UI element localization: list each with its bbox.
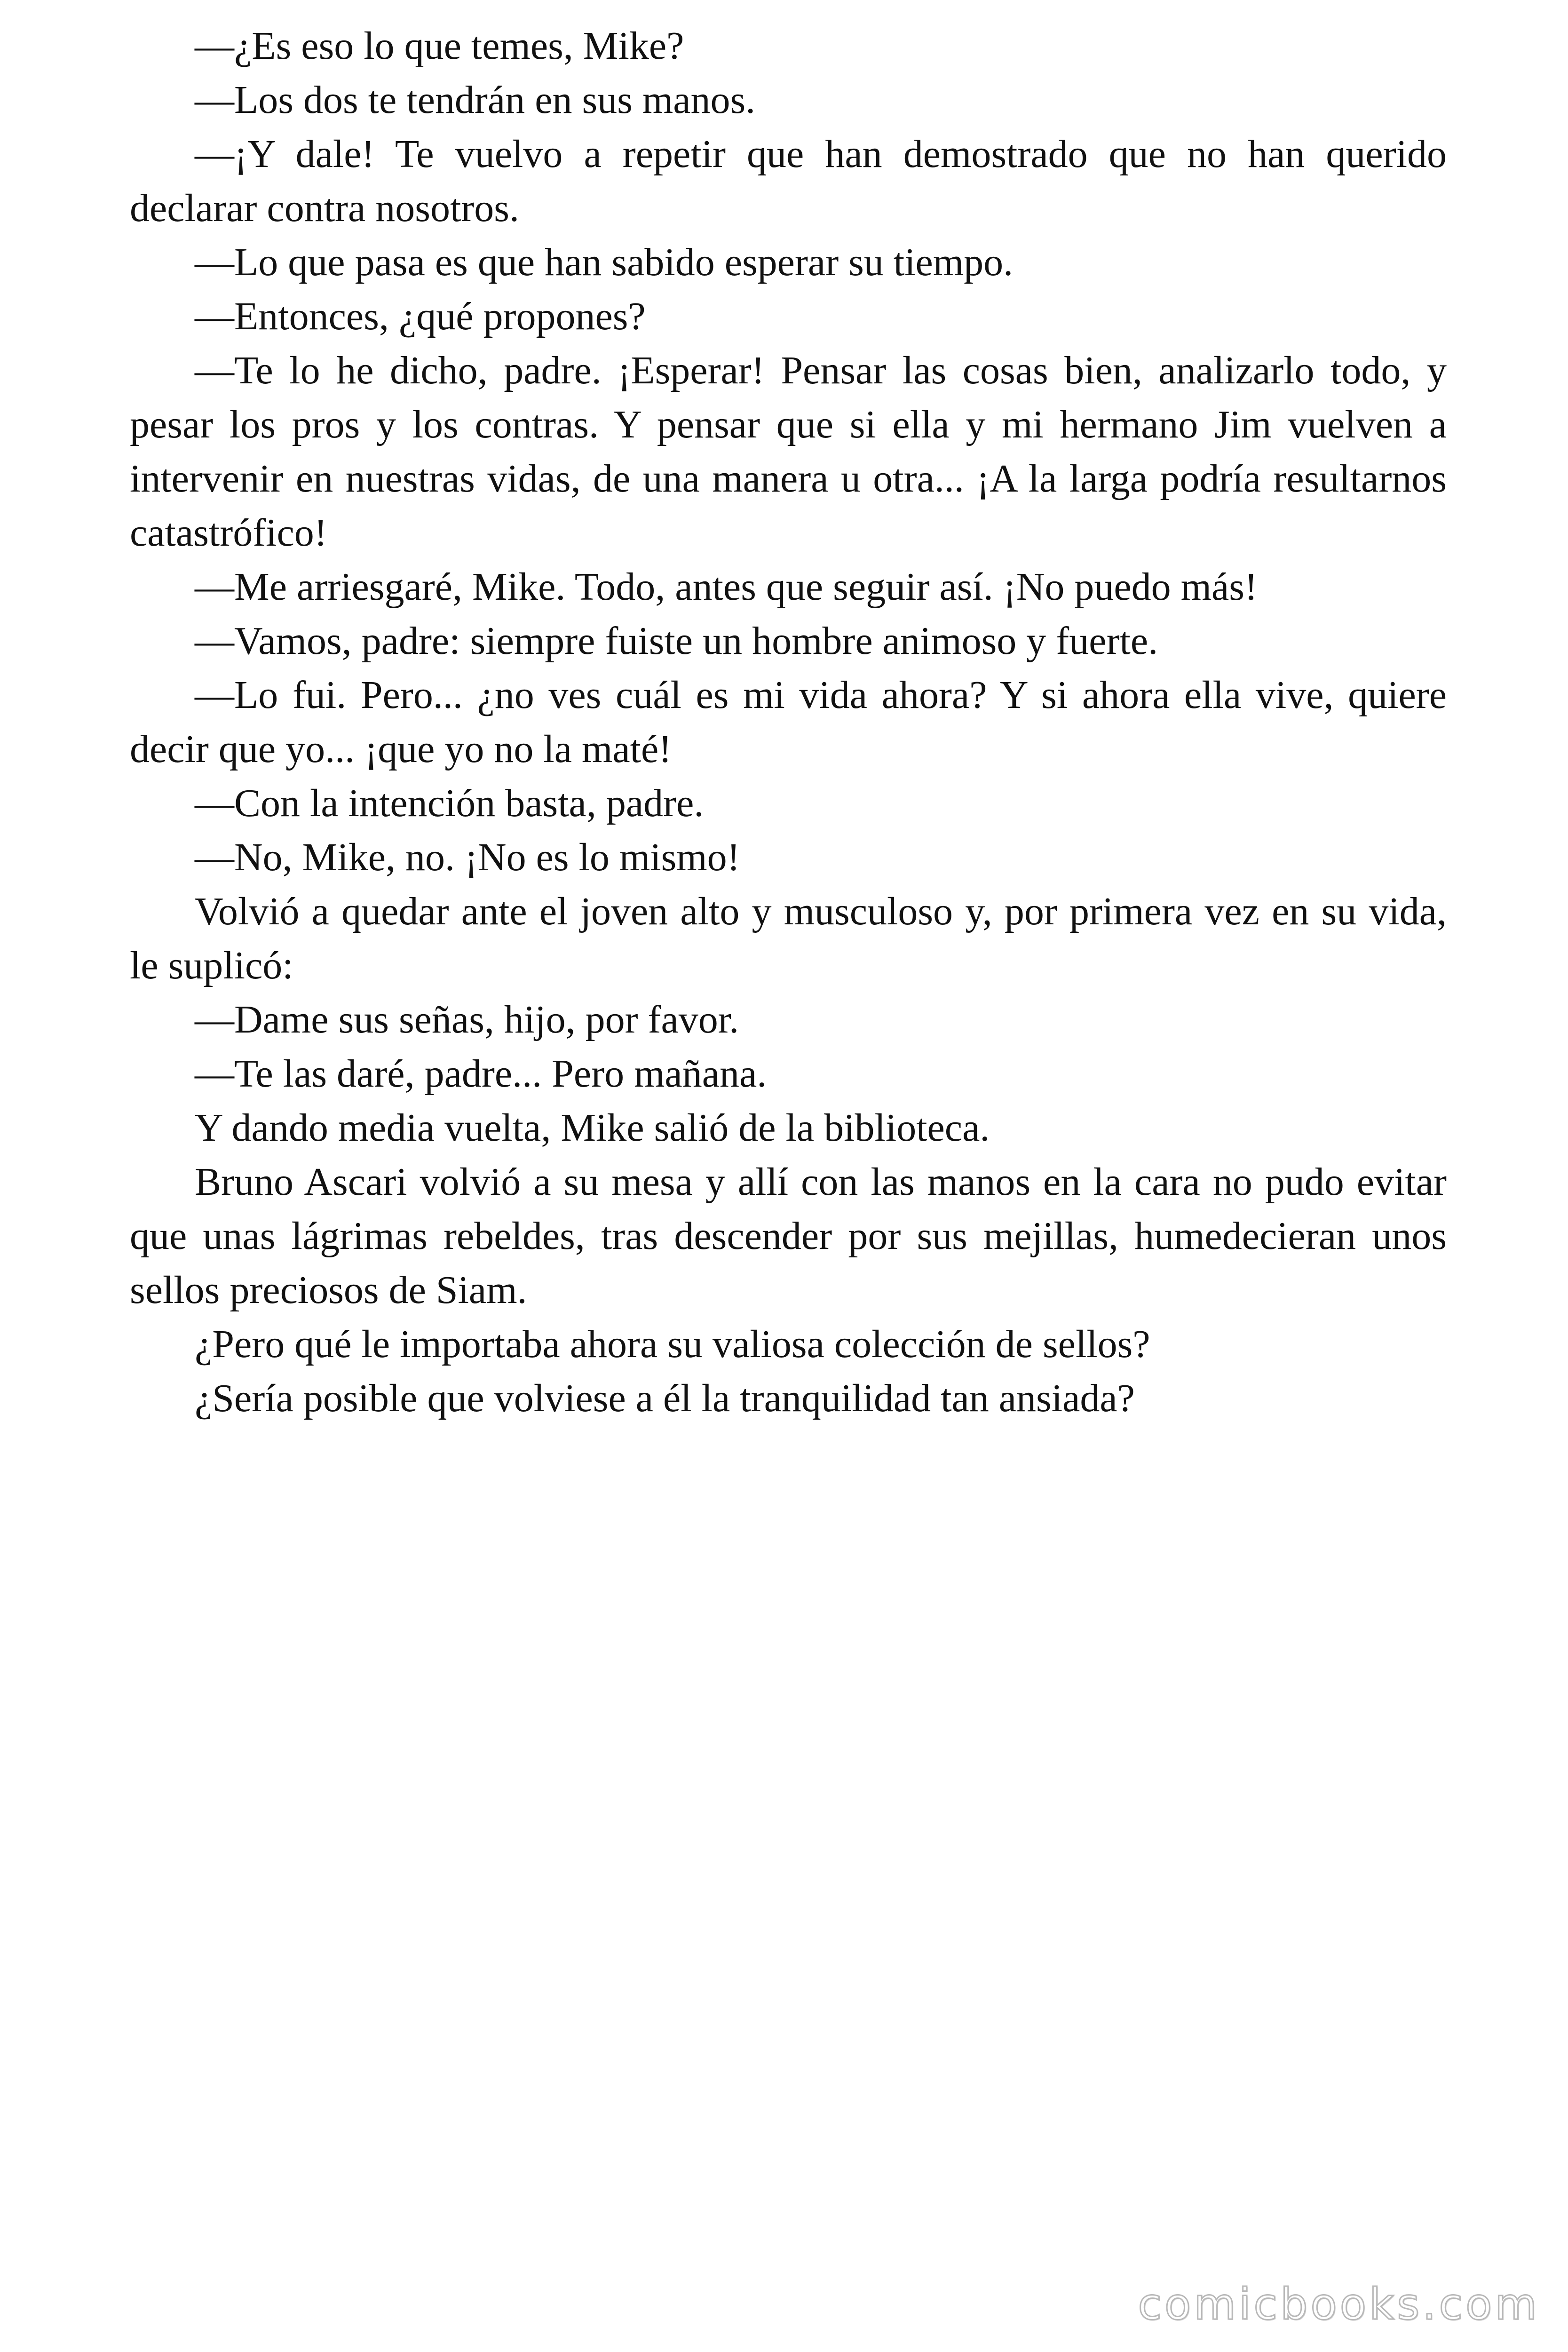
body-text [130,19,1447,1425]
paragraph-7: —Me arriesgaré, Mike. Todo, antes que seguir así. ¡No puedo más! [195,565,1258,609]
paragraph-13: —Dame sus señas, hijo, por favor. [195,998,739,1041]
watermark: comicbooks.com [1138,2279,1540,2329]
paragraph-17: ¿Pero qué le importaba ahora su valiosa colección de sellos? [195,1322,1150,1366]
paragraph-10: —Con la intención basta, padre. [195,781,704,825]
paragraph-4: —Lo que pasa es que han sabido esperar su tiempo. [195,240,1014,284]
paragraph-12: Volvió a quedar ante el joven alto y musculoso y, por primera vez en su vida, le suplicó: [130,890,1447,987]
paragraph-1: —¿Es eso lo que temes, Mike? [195,24,684,68]
paragraph-11: —No, Mike, no. ¡No es lo mismo! [195,835,740,879]
paragraph-8: —Vamos, padre: siempre fuiste un hombre animoso y fuerte. [195,619,1158,663]
paragraph-15: Y dando media vuelta, Mike salió de la biblioteca. [195,1106,990,1150]
paragraph-2: —Los dos te tendrán en sus manos. [195,78,756,122]
paragraph-16: Bruno Ascari volvió a su mesa y allí con las manos en la cara no pudo evitar que unas lágrimas rebeldes, tras descender por sus mejillas, humedecieran unos sellos preciosos de Siam. [130,1160,1447,1312]
paragraph-18: ¿Sería posible que volviese a él la tranquilidad tan ansiada? [195,1376,1135,1420]
paragraph-14: —Te las daré, padre... Pero mañana. [195,1052,767,1096]
paragraph-9: —Lo fui. Pero... ¿no ves cuál es mi vida ahora? Y si ahora ella vive, quiere decir que yo... ¡que yo no la maté! [130,673,1447,771]
paragraph-5: —Entonces, ¿qué propones? [195,294,646,338]
paragraph-3: —¡Y dale! Te vuelvo a repetir que han demostrado que no han querido declarar contra nosotros. [130,132,1447,230]
paragraph-6: —Te lo he dicho, padre. ¡Esperar! Pensar las cosas bien, analizarlo todo, y pesar los pros y los contras. Y pensar que si ella y mi hermano Jim vuelven a intervenir en nuestras vidas, de una manera u otra... ¡A la larga podría resultarnos catastrófico! [130,349,1447,555]
